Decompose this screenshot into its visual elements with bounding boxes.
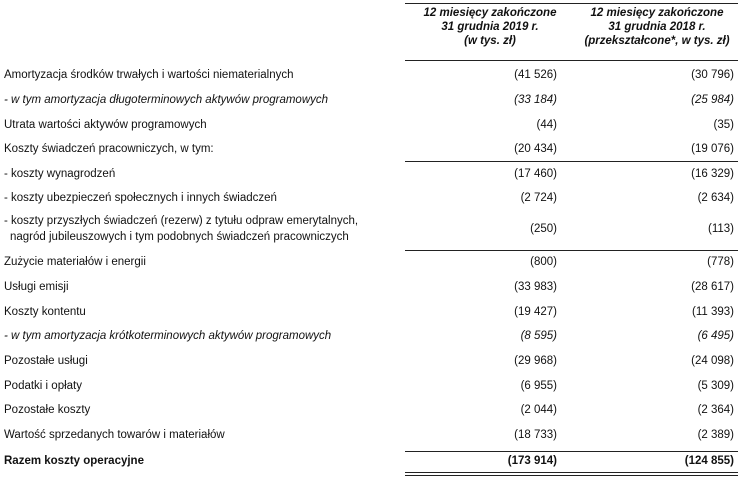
- value-2019: (29 968): [514, 355, 557, 367]
- row-label: - koszty wynagrodzeń: [4, 168, 116, 180]
- value-2019: (8 595): [520, 330, 557, 342]
- column-header-2019: [405, 6, 575, 48]
- value-2019: (33 983): [514, 281, 557, 293]
- value-2019: (2 724): [520, 192, 557, 204]
- value-2018: (778): [707, 256, 734, 268]
- value-2018: (2 389): [697, 429, 734, 441]
- value-2019: (19 427): [514, 306, 557, 318]
- header-line: 31 grudnia 2019 r.: [441, 21, 539, 33]
- row-label: Zużycie materiałów i energii: [4, 256, 146, 268]
- value-2018: (19 076): [691, 143, 734, 155]
- value-2018: (11 393): [692, 306, 734, 318]
- value-2018: (16 329): [691, 168, 734, 180]
- value-2019: (173 914): [507, 455, 557, 467]
- value-2018: (35): [713, 119, 734, 131]
- row-label: Koszty kontentu: [4, 306, 86, 318]
- value-2018: (124 855): [684, 455, 734, 467]
- value-2018: (5 309): [697, 380, 734, 392]
- value-2018: (25 984): [691, 94, 734, 106]
- double-rule: [405, 472, 738, 473]
- rule: [405, 451, 738, 452]
- header-rule: [405, 60, 738, 61]
- top-rule: [405, 3, 738, 4]
- value-2019: (800): [530, 256, 557, 268]
- value-2019: (20 434): [514, 143, 557, 155]
- value-2018: (6 495): [697, 330, 734, 342]
- row-label: Pozostałe usługi: [4, 355, 88, 367]
- value-2019: (33 184): [514, 94, 557, 106]
- value-2019: (2 044): [520, 404, 557, 416]
- row-label: - w tym amortyzacja długoterminowych aktywów programowych: [4, 94, 329, 106]
- row-label: - koszty ubezpieczeń społecznych i innych świadczeń: [4, 192, 277, 204]
- value-2019: (17 460): [514, 168, 557, 180]
- row-label: Utrata wartości aktywów programowych: [4, 119, 207, 131]
- row-label: Podatki i opłaty: [4, 380, 82, 392]
- value-2019: (250): [530, 223, 557, 235]
- rule: [405, 250, 738, 251]
- value-2018: (2 634): [697, 192, 734, 204]
- column-header-2018: [572, 6, 738, 48]
- rule: [405, 161, 738, 162]
- value-2018: (113): [708, 223, 734, 235]
- value-2018: (30 796): [691, 69, 734, 81]
- header-line: 12 miesięcy zakończone: [423, 7, 557, 19]
- row-label: Koszty świadczeń pracowniczych, w tym:: [4, 143, 214, 155]
- row-label: - w tym amortyzacja krótkoterminowych aktywów programowych: [4, 330, 332, 342]
- row-label: Pozostałe koszty: [4, 404, 91, 416]
- value-2018: (28 617): [691, 281, 734, 293]
- header-line: 31 grudnia 2018 r.: [608, 21, 706, 33]
- row-label: - koszty przyszłych świadczeń (rezerw) z tytułu odpraw emerytalnych, nagród jubileuszowych i tym podobnych świadczeń pracowniczych: [4, 215, 359, 243]
- value-2019: (18 733): [514, 429, 557, 441]
- row-label: Usługi emisji: [4, 281, 69, 293]
- header-line: (w tys. zł): [464, 35, 516, 47]
- value-2019: (41 526): [514, 69, 557, 81]
- header-line: (przekształcone*, w tys. zł): [584, 35, 730, 47]
- value-2019: (6 955): [520, 380, 557, 392]
- double-rule: [405, 475, 738, 476]
- row-label: Wartość sprzedanych towarów i materiałów: [4, 429, 225, 441]
- row-label: Razem koszty operacyjne: [4, 455, 144, 467]
- value-2018: (2 364): [697, 404, 734, 416]
- value-2018: (24 098): [691, 355, 734, 367]
- value-2019: (44): [536, 119, 557, 131]
- row-label: Amortyzacja środków trwałych i wartości niematerialnych: [4, 69, 294, 81]
- header-line: 12 miesięcy zakończone: [590, 7, 724, 19]
